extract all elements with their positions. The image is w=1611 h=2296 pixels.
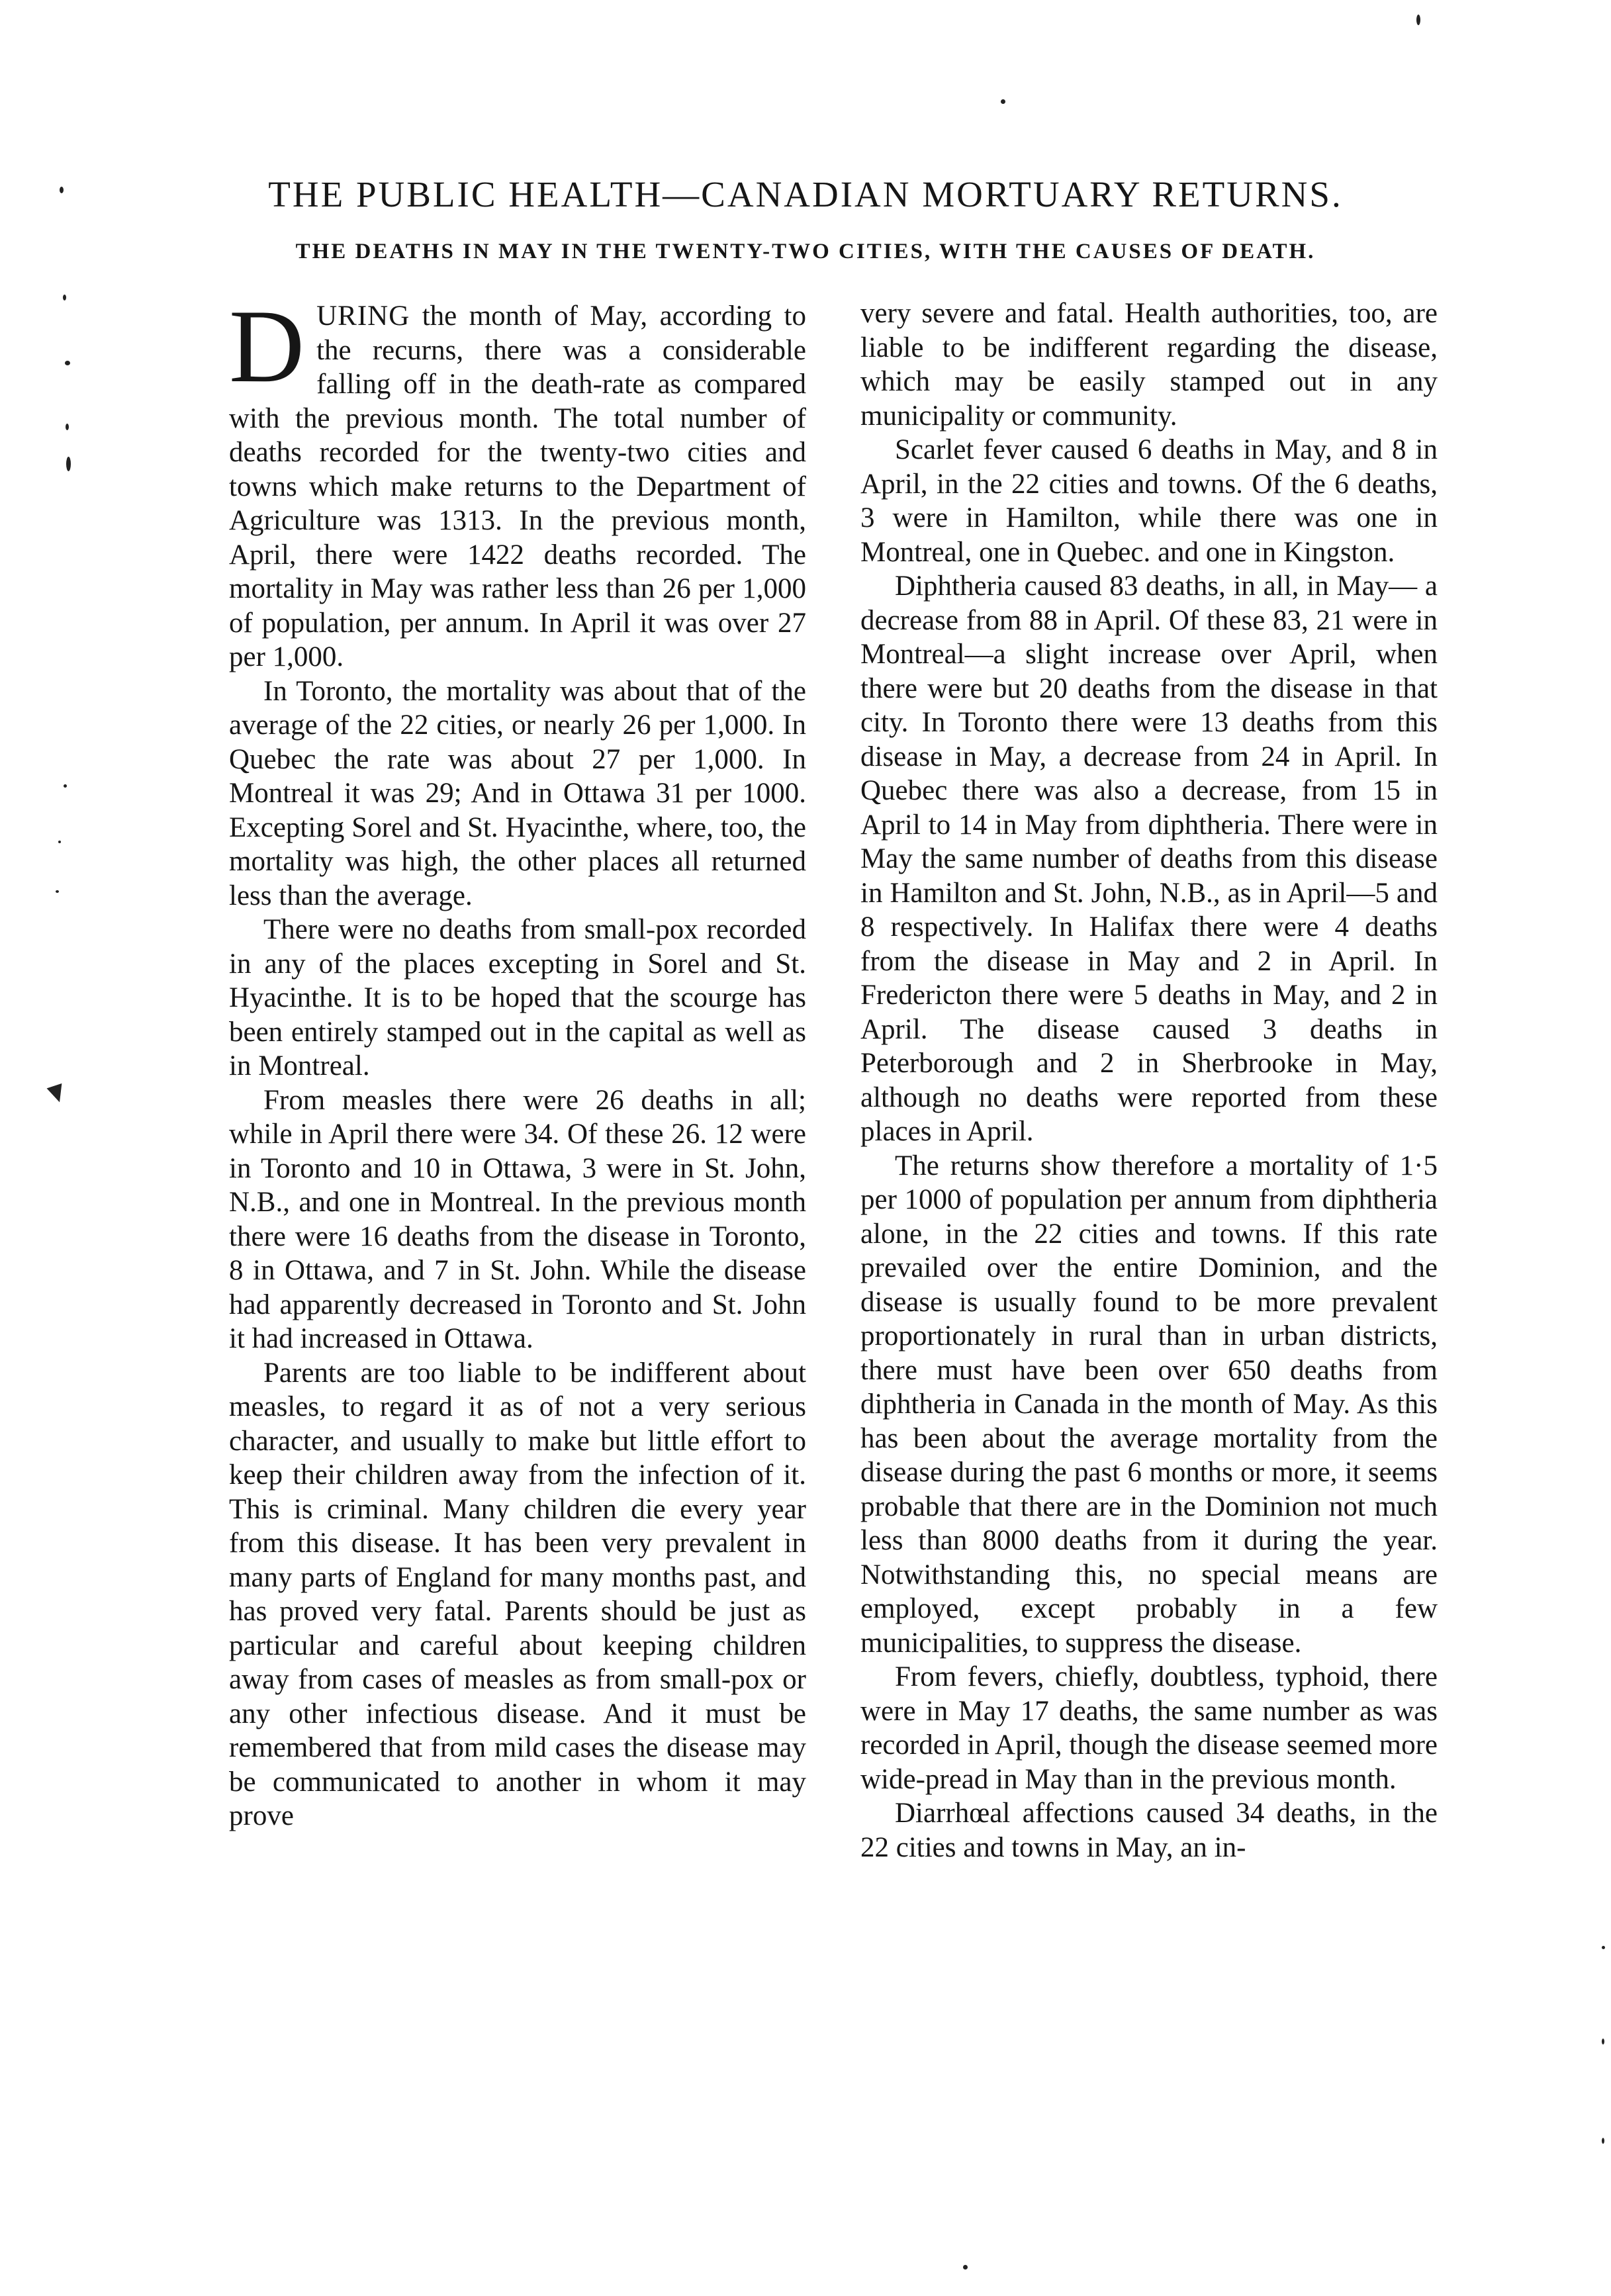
paragraph: From measles there were 26 deaths in all; while in April there were 34. Of these 26. 12 were in Toronto and 10 in Ottawa, 3 were in St. John, N.B., and one in Montreal. In the previous month there were 16 deaths from the disease in Toronto, 8 in Ottawa, and 7 in St. John. While the disease had apparently decreased in Toronto and St. John it had increased in Ottawa.	[229, 1084, 806, 1354]
scan-speck	[58, 841, 61, 843]
article-subtitle: THE DEATHS IN MAY IN THE TWENTY-TWO CITIES, WITH THE CAUSES OF DEATH.	[295, 240, 1316, 263]
scan-speck	[56, 890, 59, 893]
scan-speck	[65, 361, 70, 365]
paragraph: Diarrhœal affections caused 34 deaths, in the 22 cities and towns in May, an in-	[860, 1798, 1438, 1863]
scan-speck	[66, 424, 69, 430]
paragraph: The returns show therefore a mortality of 1·5 per 1000 of population per annum from diphtheria alone, in the 22 cities and towns. If this rate prevailed over the entire Dominion, and the disease is usually found to be more prevalent proportionately in rural than in urban districts, there must have been over 650 deaths from diphtheria in Canada in the month of May. As this has been about the average mortality from the disease during the past 6 months or more, it seems probable that there are in the Dominion not much less than 8000 deaths from it during the year. Notwithstanding this, no special means are employed, except probably in a few municipalities, to suppress the disease.	[860, 1150, 1438, 1659]
scan-speck	[1602, 1946, 1605, 1949]
scan-speck	[1001, 99, 1005, 104]
paragraph: very severe and fatal. Health authorities, too, are liable to be indifferent regarding the disease, which may be easily stamped out in any municipality or community.	[860, 298, 1438, 432]
scan-speck	[66, 457, 71, 471]
paragraph: Diphtheria caused 83 deaths, in all, in May— a decrease from 88 in April. Of these 83, 21 were in Montreal—a slight increase over April, when there were but 20 deaths from the disease in that city. In Toronto there were 13 deaths from this disease in May, a decrease from 24 in April. In Quebec there was also a decrease, from 15 in April to 14 in May from diphtheria. There were in May the same number of deaths from this disease in Hamilton and St. John, N.B., as in April—5 and 8 respectively. In Halifax there were 4 deaths from the disease in May and 2 in April. In Fredericton there were 5 deaths in May, and 2 in April. The disease caused 3 deaths in Peterborough and 2 in Sherbrooke in May, although no deaths were reported from these places in April.	[860, 571, 1438, 1147]
scan-speck	[1416, 15, 1420, 25]
paragraph: There were no deaths from small-pox recorded in any of the places excepting in Sorel and St. Hyacinthe. It is to be hoped that the scourge has been entirely stamped out in the capital as well as in Montreal.	[229, 914, 806, 1081]
drop-cap: D	[229, 289, 305, 404]
left-column	[229, 289, 806, 1833]
article-title: THE PUBLIC HEALTH—CANADIAN MORTUARY RETURNS.	[268, 174, 1343, 214]
lead-word: URING	[316, 300, 410, 332]
scan-speck	[963, 2265, 968, 2270]
margin-mark-icon	[47, 1083, 68, 1105]
scan-speck	[64, 784, 67, 788]
paragraph-text: the month of May, according to the recurns, there was a considerable falling off in the death-rate as compared with the previous month. The total number of deaths recorded for the twenty-two cities and towns which make returns to the Department of Agriculture was 1313. In the previous month, April, there were 1422 deaths recorded. The mortality in May was rather less than 26 per 1,000 of population, per annum. In April it was over 27 per 1,000.	[229, 300, 806, 672]
paragraph: In Toronto, the mortality was about that of the average of the 22 cities, or nearly 26 per 1,000. In Quebec the rate was about 27 per 1,000. In Montreal it was 29; And in Ottawa 31 per 1000. Excepting Sorel and St. Hyacinthe, where, too, the mortality was high, the other places all returned less than the average.	[229, 675, 806, 911]
scan-speck	[1602, 2138, 1604, 2144]
paragraph: Scarlet fever caused 6 deaths in May, and 8 in April, in the 22 cities and towns. Of the 6 deaths, 3 were in Hamilton, while there was one in Montreal, one in Quebec. and one in Kingston.	[860, 434, 1438, 568]
scan-speck	[63, 295, 66, 300]
scan-speck	[1602, 2039, 1604, 2044]
paragraph: From fevers, chiefly, doubtless, typhoid, there were in May 17 deaths, the same number as was recorded in April, though the disease seemed more wide-pread in May than in the previous month.	[860, 1661, 1438, 1795]
scan-speck	[60, 187, 64, 193]
right-column	[860, 297, 1438, 1864]
paragraph	[229, 289, 806, 674]
paragraph: Parents are too liable to be indifferent about measles, to regard it as of not a very serious character, and usually to make but little effort to keep their children away from the infection of it. This is criminal. Many children die every year from this disease. It has been very prevalent in many parts of England for many months past, and has proved very fatal. Parents should be just as particular and careful about keeping children away from cases of measles as from small-pox or any other infectious disease. And it must be remembered that from mild cases the disease may be communicated to another in whom it may prove	[229, 1357, 806, 1831]
